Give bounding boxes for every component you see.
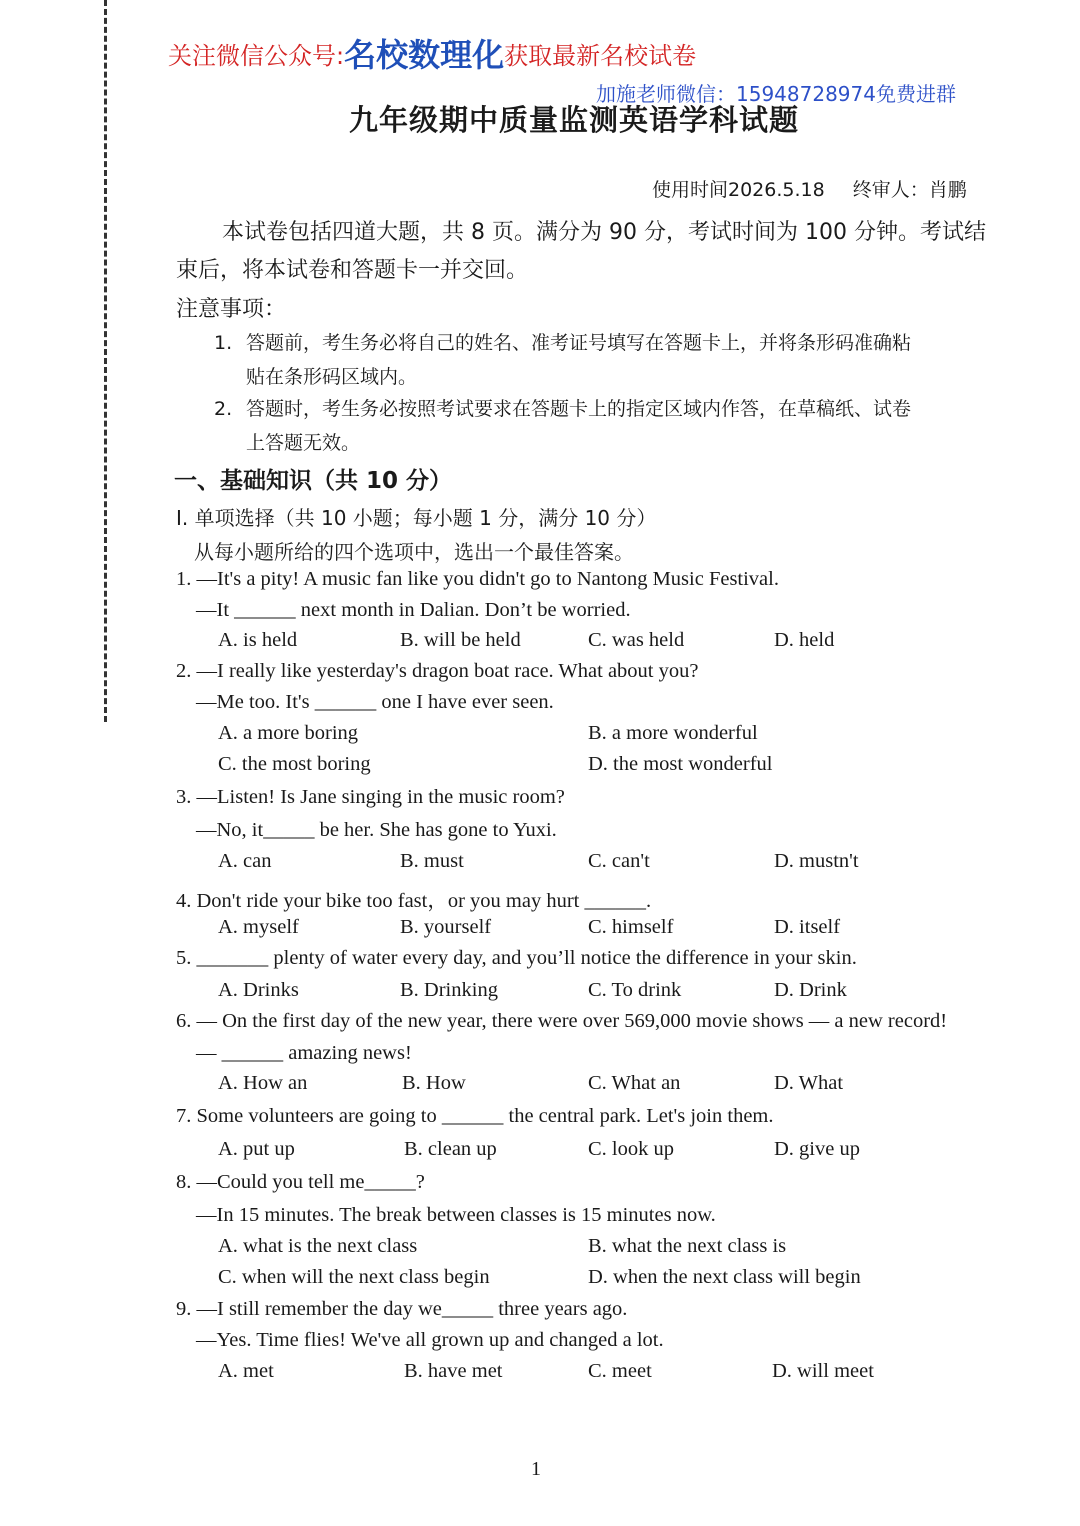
question-stem: 6. — On the first day of the new year, there were over 569,000 movie shows — a new record! <box>176 1010 948 1032</box>
section-heading: 一、基础知识（共 10 分） <box>174 468 453 494</box>
option: A. put up <box>218 1138 295 1160</box>
option: D. What <box>774 1072 844 1094</box>
exam-title: 九年级期中质量监测英语学科试题 <box>348 103 799 137</box>
option: C. can't <box>588 850 650 872</box>
reviewer: 终审人：肖鹏 <box>852 179 967 201</box>
promo-prefix: 关注微信公众号: <box>168 42 345 70</box>
note-item <box>214 326 986 394</box>
page-number: 1 <box>531 1458 541 1480</box>
option: D. Drink <box>774 979 847 1001</box>
option: B. have met <box>404 1360 503 1382</box>
question-stem: —Yes. Time flies! We've all grown up and changed a lot. <box>196 1329 664 1351</box>
note-item <box>214 392 986 460</box>
option: D. itself <box>774 916 841 938</box>
exam-intro: 本试卷包括四道大题，共 8 页。满分为 90 分，考试时间为 100 分钟。考试结束后，将本试卷和答题卡一并交回。 <box>176 220 986 283</box>
exam-meta <box>652 175 967 202</box>
option: B. How <box>402 1072 466 1094</box>
question-stem: — ______ amazing news! <box>196 1042 412 1064</box>
option: D. mustn't <box>774 850 859 872</box>
option: A. met <box>218 1360 274 1382</box>
option: D. will meet <box>772 1360 874 1382</box>
option: C. What an <box>588 1072 681 1094</box>
note-number: 1. <box>214 332 233 354</box>
question-stem: 9. —I still remember the day we_____ three years ago. <box>176 1298 628 1320</box>
option: C. when will the next class begin <box>218 1266 490 1288</box>
option: A. a more boring <box>218 722 359 744</box>
option: B. yourself <box>400 916 492 938</box>
note-text-cont: 贴在条形码区域内。 <box>246 366 418 388</box>
question-stem: 8. —Could you tell me_____? <box>176 1171 425 1193</box>
option: C. meet <box>588 1360 652 1382</box>
promo-contact: 加施老师微信：15948728974免费进群 <box>596 82 956 106</box>
question-stem: —No, it_____ be her. She has gone to Yuxi. <box>196 819 557 841</box>
option: B. what the next class is <box>588 1235 787 1257</box>
option: A. can <box>218 850 272 872</box>
question-stem: 3. —Listen! Is Jane singing in the music room? <box>176 786 565 808</box>
option: B. Drinking <box>400 979 498 1001</box>
option: D. give up <box>774 1138 860 1160</box>
question-stem: 4. Don't ride your bike too fast，or you may hurt ______. <box>176 890 652 912</box>
part-heading: I. 单项选择（共 10 小题；每小题 1 分，满分 10 分） <box>176 506 657 530</box>
note-text: 答题时，考生务必按照考试要求在答题卡上的指定区域内作答，在草稿纸、试卷 <box>246 398 912 420</box>
question-stem: —Me too. It's ______ one I have ever seen. <box>196 691 554 713</box>
option: A. How an <box>218 1072 308 1094</box>
part-instruction: 从每小题所给的四个选项中，选出一个最佳答案。 <box>194 540 634 564</box>
promo-banner <box>168 30 696 76</box>
option: D. held <box>774 629 835 651</box>
note-number: 2. <box>214 398 233 420</box>
option: A. is held <box>218 629 298 651</box>
option: C. the most boring <box>218 753 371 775</box>
option: D. the most wonderful <box>588 753 773 775</box>
option: D. when the next class will begin <box>588 1266 861 1288</box>
note-text-cont: 上答题无效。 <box>246 432 361 454</box>
note-text: 答题前，考生务必将自己的姓名、准考证号填写在答题卡上，并将条形码准确粘 <box>246 332 912 354</box>
question-stem: 7. Some volunteers are going to ______ the central park. Let's join them. <box>176 1105 774 1127</box>
question-stem: —It ______ next month in Dalian. Don’t be worried. <box>196 599 631 621</box>
option: A. what is the next class <box>218 1235 418 1257</box>
option: B. clean up <box>404 1138 497 1160</box>
question-stem: 1. —It's a pity! A music fan like you didn't go to Nantong Music Festival. <box>176 568 779 590</box>
question-stem: 5. _______ plenty of water every day, and you’ll notice the difference in your skin. <box>176 947 857 969</box>
option: B. a more wonderful <box>588 722 758 744</box>
option: C. To drink <box>588 979 682 1001</box>
notes-heading: 注意事项： <box>176 297 287 322</box>
option: A. Drinks <box>218 979 299 1001</box>
promo-brand: 名校数理化 <box>344 36 505 74</box>
option: C. himself <box>588 916 674 938</box>
promo-suffix: 获取最新名校试卷 <box>504 42 697 70</box>
option: B. must <box>400 850 464 872</box>
option: A. myself <box>218 916 299 938</box>
question-stem: 2. —I really like yesterday's dragon boat race. What about you? <box>176 660 699 682</box>
usage-date: 使用时间2026.5.18 <box>652 179 825 201</box>
option: C. was held <box>588 629 685 651</box>
question-stem: —In 15 minutes. The break between classes is 15 minutes now. <box>196 1204 716 1226</box>
option: B. will be held <box>400 629 521 651</box>
option: C. look up <box>588 1138 674 1160</box>
